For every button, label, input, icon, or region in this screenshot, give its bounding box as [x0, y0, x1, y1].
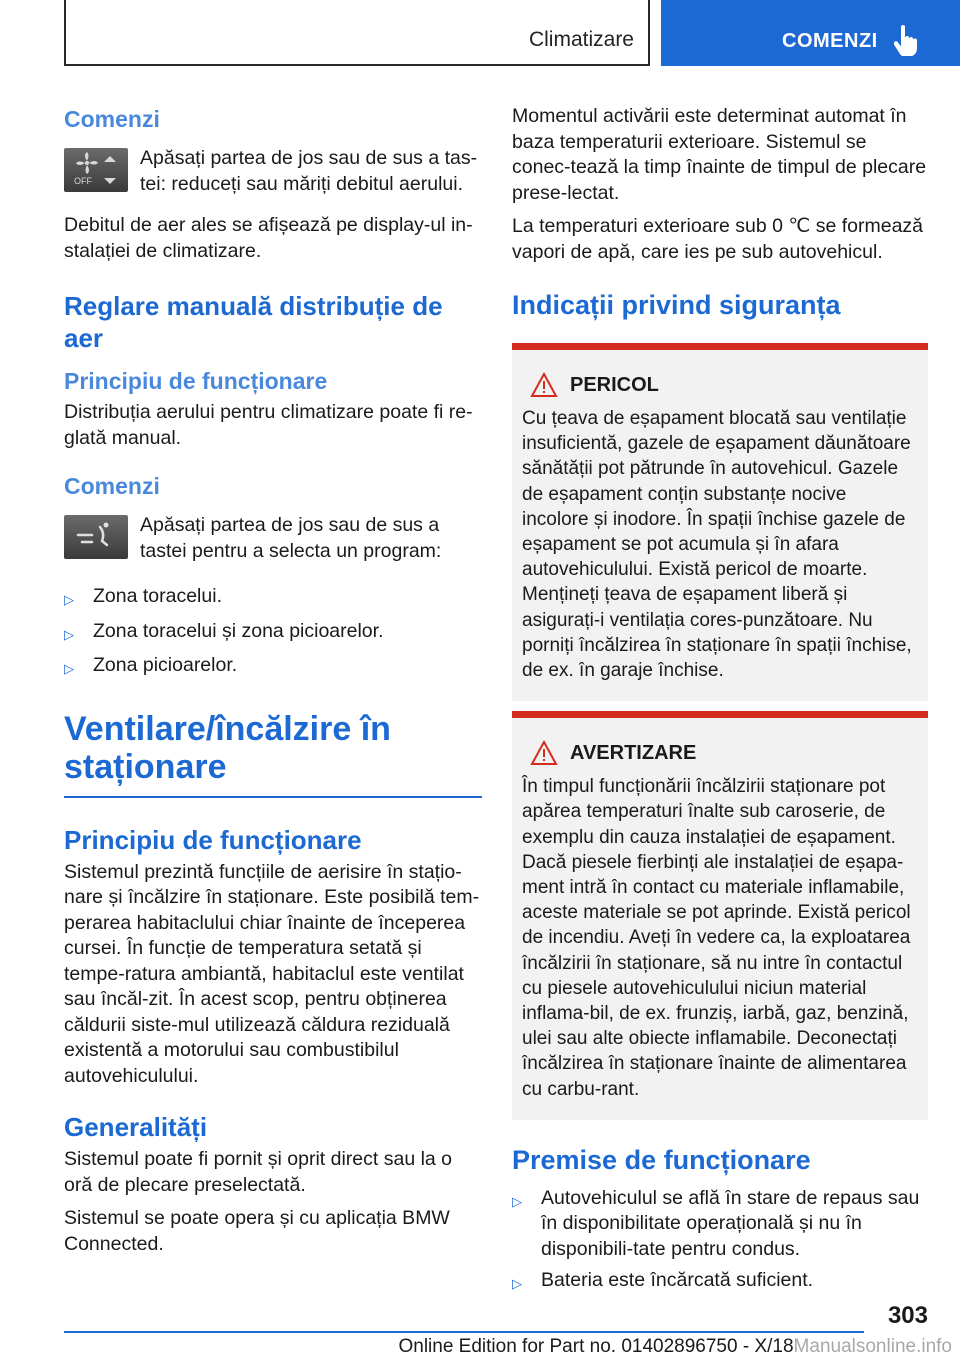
heading-reglare-manuala: Reglare manuală distribuție de aer [64, 291, 443, 353]
triangle-bullet-icon: ▷ [64, 626, 74, 642]
page-number: 303 [887, 1302, 928, 1329]
premise-list [512, 1186, 928, 1297]
heading-ventilare: Ventilare/încălzire în staționare [64, 709, 391, 786]
heading-comenzi-2: Comenzi [64, 473, 160, 499]
warning-box-avertizare [512, 711, 928, 1120]
warning-title: PERICOL [570, 373, 659, 396]
airflow-button-description: Apăsați partea de jos sau de sus a tastei pentru a selecta un program: [140, 514, 442, 562]
hand-pointer-icon [894, 24, 920, 56]
air-distribution-icon [64, 515, 128, 559]
heading-indicatii-siguranta: Indicații privind siguranța [512, 290, 841, 320]
paragraph-moment: Momentul activării este determinat automat în baza temperaturii exterioare. Sistemul se conec-tează la timp înainte de timpul de plecare prese-lectat. [512, 105, 927, 204]
warning-triangle-icon [530, 372, 558, 398]
fan-button-description: Apăsați partea de jos sau de sus a tas-tei: reduceți sau măriți debitul aerului. [140, 147, 478, 195]
heading-rule [64, 796, 482, 798]
zone-list [64, 584, 482, 682]
left-column [64, 104, 482, 1257]
list-item: ▷ Bateria este încărcată suficient. [512, 1268, 928, 1297]
list-item: ▷ Autovehiculul se află în stare de repaus sau în disponibilitate operațională și nu în disponibili-tate pentru condus. [512, 1186, 928, 1263]
paragraph-distributie: Distribuția aerului pentru climatizare poate fi re-glată manual. [64, 401, 473, 449]
watermark-text: Manualsonline.info [793, 1336, 952, 1357]
list-item: ▷ Zona toracelui și zona picioarelor. [64, 619, 482, 648]
header-section-title: Climatizare [528, 28, 634, 51]
airflow-button-row [64, 513, 482, 564]
heading-premise: Premise de funcționare [512, 1144, 811, 1175]
paragraph-sistem: Sistemul prezintă funcțiile de aerisire în stațio-nare și încălzire în staționare. Este posibilă tem-perarea habitaclului chiar înainte de începerea cursei. În funcție de temperatura setată și tempe-ratura ambiantă, habitaclul este ventilat sau încăl-zit. În acest scop, pentru obținerea căldurii siste-mul utilizează căldura reziduală existentă a motorului sau combustibilul autovehiculului. [64, 860, 480, 1087]
right-column [512, 104, 928, 1303]
list-item: ▷ Zona picioarelor. [64, 653, 482, 682]
warning-text: Cu țeava de eșapament blocată sau ventilație insuficientă, gazele de eșapament dăunătoare sănătății pot pătrunde în autovehicul. Gazele de eșapament conțin substanțe nocive incolore și inodore. În spații închise gazele de eșapament se pot acumula și în afara autovehiculului. Există pericol de moarte. Mențineți țeava de eșapament liberă și asigurați-i ventilația cores-punzătoare. Nu porniți încălzirea în staționare în spații închise, de ex. în garaje închise. [522, 408, 912, 682]
heading-principiu-1: Principiu de funcționare [64, 368, 328, 394]
header-tab-comenzi[interactable] [661, 0, 960, 66]
svg-text:OFF: OFF [74, 176, 92, 186]
fan-icon [64, 148, 128, 192]
paragraph-debit: Debitul de aer ales se afișează pe display-ul in-stalației de climatizare. [64, 214, 473, 262]
triangle-bullet-icon: ▷ [64, 661, 74, 676]
heading-comenzi-1: Comenzi [64, 106, 160, 132]
paragraph-general-2: Sistemul se poate opera și cu aplicația BMW Connected. [64, 1207, 450, 1255]
edition-text: Online Edition for Part no. 01402896750 - X/18 [398, 1336, 794, 1357]
footer-rule [64, 1331, 864, 1333]
heading-principiu-2: Principiu de funcționare [64, 824, 362, 855]
triangle-bullet-icon: ▷ [64, 592, 74, 607]
heading-generalitati: Generalități [64, 1112, 208, 1142]
paragraph-general-1: Sistemul poate fi pornit și oprit direct sau la o oră de plecare preselectată. [64, 1148, 453, 1196]
fan-button-row [64, 146, 482, 197]
warning-header [522, 740, 918, 766]
header-section-box [64, 0, 650, 66]
air-distribution-button-icon [64, 515, 128, 559]
triangle-bullet-icon: ▷ [512, 1276, 522, 1292]
warning-box-pericol [512, 343, 928, 701]
warning-text: În timpul funcționării încălzirii staționare pot apărea temperaturi înalte sub caroserie, de exemplu din cauza instalației de eșapament. Dacă piesele fierbinți ale instalației de eșapa-ment intră în contact cu materiale inflamabile, aceste materiale se pot aprinde. Există pericol de incendiu. Aveți în vedere ca, la exploatarea încălzirii în staționare, să nu intre în contactul cu piesele autovehiculului niciun material inflama-bil, de ex. frunziș, iarbă, gaz, benzină, ulei sau alte obiecte inflamabile. Deconectați încălzirea în staționare înainte de alimentarea cu carbu-rant. [522, 776, 911, 1100]
warning-title: AVERTIZARE [570, 741, 697, 764]
footer-edition [398, 1336, 952, 1358]
header-tab-label: COMENZI [782, 30, 878, 52]
fan-off-button-icon [64, 148, 128, 192]
list-item: ▷ Zona toracelui. [64, 584, 482, 613]
warning-header [522, 372, 918, 398]
triangle-bullet-icon: ▷ [512, 1193, 522, 1209]
warning-triangle-icon [530, 740, 558, 766]
paragraph-temperaturi: La temperaturi exterioare sub 0 ℃ se formează vapori de apă, care ies pe sub autovehicul. [512, 215, 924, 263]
